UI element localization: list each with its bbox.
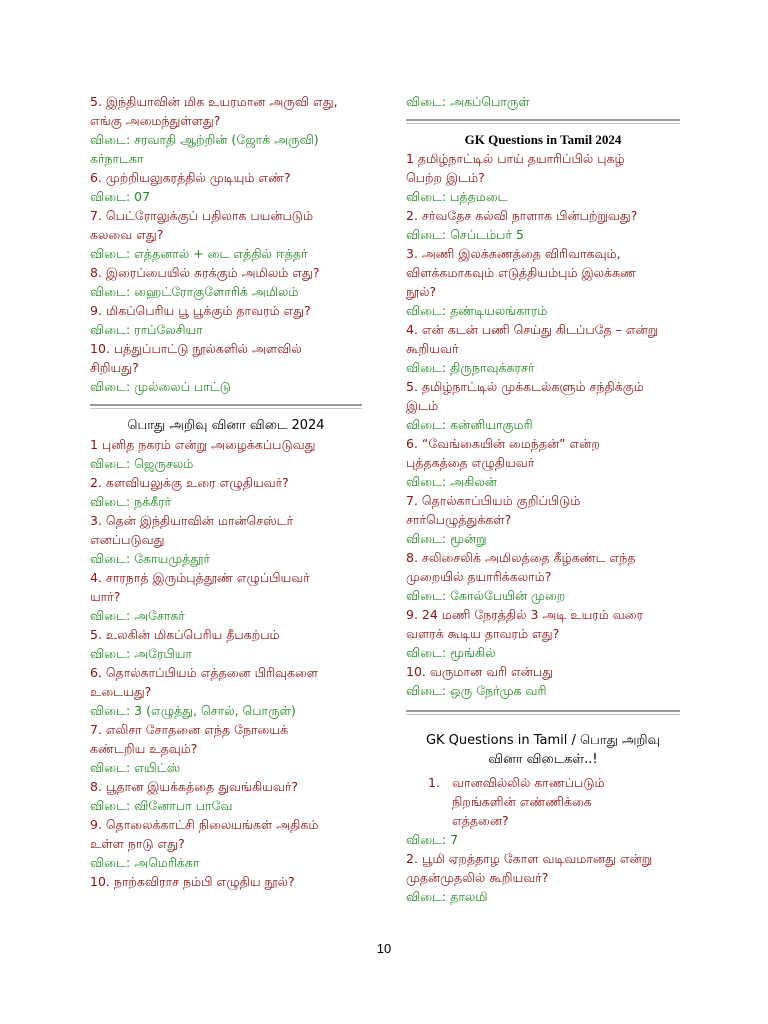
numbered-list-item — [406, 773, 680, 830]
question-line: 10. நாற்கவிராச நம்பி எழுதிய நூல்? — [90, 874, 295, 889]
list-item-line: வானவில்லில் காணப்படும் — [452, 775, 605, 790]
question-line: 8. பூதான இயக்கத்தை துவங்கியவர்? — [90, 779, 299, 794]
question-line: முதன்முதலில் கூறியவர்? — [406, 870, 549, 885]
section-heading-gk-questions-line1: GK Questions in Tamil / பொது அறிவு — [425, 733, 661, 748]
question-line: 6. தொல்காப்பியம் எத்தனை பிரிவுகளை — [90, 665, 319, 680]
question-line: 5. இந்தியாவின் மிக உயரமான அருவி எது, — [90, 94, 338, 109]
question-line: 9. மிகப்பெரிய பூ பூக்கும் தாவரம் எது? — [90, 303, 311, 318]
question-line: கலவை எது? — [90, 227, 164, 242]
left-top-qa-list — [90, 92, 362, 396]
answer-line: விடை: வினோபா பாவே — [90, 798, 233, 813]
question-line: முறையில் தயாரிக்கலாம்? — [406, 569, 552, 584]
answer-line: விடை: ஹைட்ரோகுளோரிக் அமிலம் — [90, 284, 299, 299]
answer-line: விடை: கோயமுத்தூர் — [90, 551, 211, 566]
question-line: 10. பத்துப்பாட்டு நூல்களில் அளவில் — [90, 341, 302, 356]
answer-line: விடை: 7 — [406, 832, 459, 847]
answer-line: விடை: தாலமி — [406, 889, 488, 904]
section-divider — [406, 119, 680, 124]
answer-line: விடை: கோல்பேயின் முறை — [406, 588, 566, 603]
right-column — [406, 92, 680, 906]
answer-line: விடை: 07 — [90, 189, 151, 204]
question-line: 6. முற்றியலுகரத்தில் முடியும் எண்? — [90, 170, 291, 185]
answer-line: விடை: திருநாவுக்கரசர் — [406, 360, 535, 375]
question-line: சிறியது? — [90, 360, 139, 375]
answer-line: விடை: தண்டியலங்காரம் — [406, 303, 548, 318]
question-line: உடையது? — [90, 684, 152, 699]
section-heading-gk-questions-2024: GK Questions in Tamil 2024 — [464, 132, 622, 147]
right-section2-qa-list — [406, 830, 680, 906]
list-item-line: நிறங்களின் எண்ணிக்கை — [452, 794, 592, 809]
answer-line: விடை: 3 (எழுத்து, சொல், பொருள்) — [90, 703, 296, 718]
question-line: 4. சாரநாத் இரும்புத்தூண் எழுப்பியவர் — [90, 570, 310, 585]
answer-line: விடை: அமெரிக்கா — [90, 855, 200, 870]
answer-line: விடை: முல்லைப் பாட்டு — [90, 379, 231, 394]
answer-line: விடை: பத்தமடை — [406, 189, 508, 204]
question-line: 5. தமிழ்நாட்டில் முக்கடல்களும் சந்திக்கும் — [406, 379, 644, 394]
list-item-text — [452, 773, 605, 830]
answer-line: விடை: மூங்கில் — [406, 645, 496, 660]
question-line: புத்தகத்தை எழுதியவர் — [406, 455, 535, 470]
question-line: இடம் — [406, 398, 439, 413]
page-number: 10 — [376, 941, 392, 956]
question-line: 1 தமிழ்நாட்டில் பாய் தயாரிப்பில் புகழ் — [406, 151, 625, 166]
question-line: வளரக் கூடிய தாவரம் எது? — [406, 626, 560, 641]
question-line: 9. தொலைக்காட்சி நிலையங்கள் அதிகம் — [90, 817, 319, 832]
question-line: சார்பெழுத்துக்கள்? — [406, 512, 512, 527]
question-line: 7. தொல்காப்பியம் குறிப்பிடும் — [406, 493, 581, 508]
question-line: கூறியவர் — [406, 341, 459, 356]
right-section1-qa-list — [406, 149, 680, 700]
list-item-line: எத்தனை? — [452, 813, 509, 828]
question-line: விளக்கமாகவும் எடுத்தியம்பும் இலக்கண — [406, 265, 636, 280]
answer-line: விடை: ராப்லேசியா — [90, 322, 203, 337]
question-line: நூல்? — [406, 284, 437, 299]
answer-line: விடை: எயிட்ஸ் — [90, 760, 181, 775]
question-line: 9. 24 மணி நேரத்தில் 3 அடி உயரம் வரை — [406, 607, 644, 622]
question-line: 3. தென் இந்தியாவின் மான்செஸ்டர் — [90, 513, 294, 528]
question-line: கண்டறிய உதவும்? — [90, 741, 198, 756]
answer-line: விடை: செப்டம்பர் 5 — [406, 227, 524, 242]
section-heading-pothu-arivu-2024: பொது அறிவு வினா விடை 2024 — [127, 418, 325, 433]
answer-line: விடை: அரேபியா — [90, 646, 193, 661]
answer-line: விடை: அசோகர் — [90, 608, 185, 623]
answer-line: விடை: மூன்று — [406, 531, 487, 546]
question-line: உள்ள நாடு எது? — [90, 836, 185, 851]
question-line: 2. பூமி ஏறத்தாழ கோள வடிவமானது என்று — [406, 851, 653, 866]
question-line: 2. சர்வதேச கல்வி நாளாக பின்பற்றுவது? — [406, 208, 638, 223]
question-line: 8. சலிசைலிக் அமிலத்தை கீழ்கண்ட எந்த — [406, 550, 636, 565]
question-line: எங்கு அமைந்துள்ளது? — [90, 113, 221, 128]
answer-line: விடை: அகிலன் — [406, 474, 497, 489]
left-column — [90, 92, 362, 891]
answer-line: விடை: ஒரு நேர்முக வரி — [406, 683, 547, 698]
question-line: 8. இரைப்பையில் சுரக்கும் அமிலம் எது? — [90, 265, 320, 280]
question-line: 5. உலகின் மிகப்பெரிய தீபகற்பம் — [90, 627, 280, 642]
question-line: 6. “வேங்கையின் மைந்தன்” என்ற — [406, 436, 600, 451]
answer-line: விடை: கன்னியாகுமரி — [406, 417, 533, 432]
question-line: 10. வருமான வரி என்பது — [406, 664, 554, 679]
question-line: 7. எலிசா சோதனை எந்த நோயைக் — [90, 722, 289, 737]
question-line: பெற்ற இடம்? — [406, 170, 485, 185]
section-divider — [406, 710, 680, 715]
section-heading-gk-questions-line2: வினா விடைகள்..! — [488, 752, 598, 767]
question-line: 3. அணி இலக்கணத்தை விரிவாகவும், — [406, 246, 621, 261]
answer-line: விடை: அகப்பொருள் — [406, 94, 530, 109]
question-line: 7. பெட்ரோலுக்குப் பதிலாக பயன்படும் — [90, 208, 314, 223]
answer-line: கர்நாடகா — [90, 151, 144, 166]
left-section-qa-list — [90, 435, 362, 891]
question-line: 1 புனித நகரம் என்று அழைக்கப்படுவது — [90, 437, 316, 452]
question-line: எனப்படுவது — [90, 532, 165, 547]
question-line: யார்? — [90, 589, 121, 604]
question-line: 2. களவியலுக்கு உரை எழுதியவர்? — [90, 475, 289, 490]
answer-line: விடை: எத்தனால் + டை எத்தில் ஈத்தர் — [90, 246, 308, 261]
section-divider — [90, 404, 362, 409]
answer-line: விடை: சரவாதி ஆற்றின் (ஜோக் அருவி) — [90, 132, 319, 147]
list-item-number: 1. — [428, 775, 440, 790]
question-line: 4. என் கடன் பணி செய்து கிடப்பதே – என்று — [406, 322, 659, 337]
answer-line: விடை: நக்கீரர் — [90, 494, 172, 509]
answer-line: விடை: ஜெருசலம் — [90, 456, 194, 471]
